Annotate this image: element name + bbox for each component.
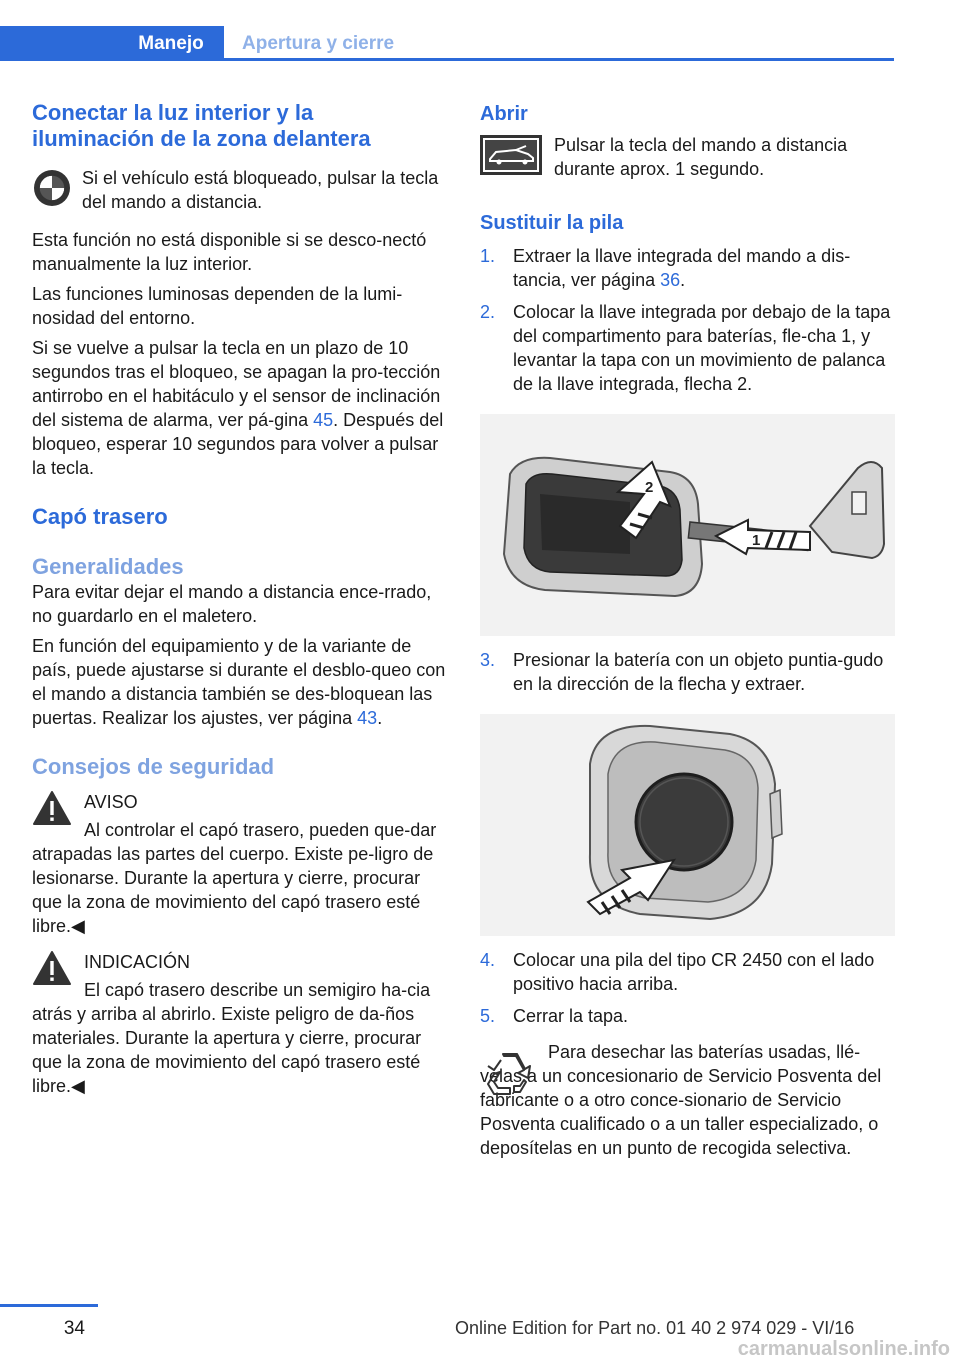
list-item bbox=[480, 948, 896, 996]
tab-apertura-y-cierre[interactable]: Apertura y cierre bbox=[224, 26, 894, 61]
step-number: 5. bbox=[480, 1006, 496, 1026]
header-accent-bar bbox=[0, 26, 118, 61]
warning-text bbox=[32, 818, 448, 938]
text: En función del equipamiento y de la variante de país, puede ajustarse si durante el desblo‐queo con el mando a distancia también se des‐bloquean las puertas. Realizar los ajustes, ver página bbox=[32, 636, 446, 728]
warning-text-content: Al controlar el capó trasero, pueden que‐dar atrapadas las partes del cuerpo. Existe pe‐ligro de lesionarse. Durante la apertura y cierre, procurar que la zona de movimiento del capó trasero esté libre.◀ bbox=[32, 820, 437, 936]
step-number: 2. bbox=[480, 302, 496, 322]
section-title-sustituir-pila: Sustituir la pila bbox=[480, 212, 624, 234]
notice-text-content: El capó trasero describe un semigiro ha‐cia atrás y arriba al abrirlo. Existe peligro de da‐ños materiales. Durante la apertura y cierre, procurar que la zona de movimiento del capó trasero esté libre.◀ bbox=[32, 980, 431, 1096]
paragraph: Esta función no está disponible si se desco‐nectó manualmente la luz interior. bbox=[32, 230, 427, 274]
paragraph: Las funciones luminosas dependen de la lumi‐nosidad del entorno. bbox=[32, 284, 403, 328]
key-instruction-text: Si el vehículo está bloqueado, pulsar la tecla del mando a distancia. bbox=[82, 168, 439, 212]
step-text: Cerrar la tapa. bbox=[513, 1006, 629, 1026]
page-number: 34 bbox=[63, 1318, 85, 1339]
step-number: 3. bbox=[480, 650, 496, 670]
subsection-title-seguridad: Consejos de seguridad bbox=[32, 754, 275, 779]
recycle-note bbox=[480, 1040, 896, 1160]
subsection-title-generalidades: Generalidades bbox=[32, 554, 184, 579]
list-item bbox=[480, 648, 896, 696]
step-number: 4. bbox=[480, 950, 496, 970]
step-text: Presionar la batería con un objeto puntia‐gudo en la dirección de la flecha y extraer. bbox=[513, 650, 884, 694]
battery-steps-list-end bbox=[480, 948, 896, 1028]
warning-block bbox=[32, 790, 448, 938]
arrow-1-label: 1 bbox=[752, 532, 761, 549]
paragraph-with-link bbox=[32, 336, 448, 480]
notice-label: INDICACIÓN bbox=[84, 952, 191, 972]
figure-remove-battery bbox=[480, 714, 895, 936]
section-title-luz-interior: Conectar la luz interior y la iluminación de la zona delantera bbox=[32, 100, 371, 151]
trunk-instruction bbox=[480, 133, 896, 185]
key-instruction bbox=[32, 166, 448, 218]
text: . bbox=[377, 708, 383, 728]
battery-steps-list bbox=[480, 244, 896, 396]
arrow-2-label: 2 bbox=[645, 479, 654, 496]
tab-manejo[interactable]: Manejo bbox=[118, 26, 224, 61]
page-header bbox=[0, 0, 960, 64]
step-text: Extraer la llave integrada del mando a dis‐tancia, ver página bbox=[513, 246, 851, 290]
paragraph: Para evitar dejar el mando a distancia ence‐rrado, no guardarlo en el maletero. bbox=[32, 582, 432, 626]
step-text: Colocar una pila del tipo CR 2450 con el lado positivo hacia arriba. bbox=[513, 950, 875, 994]
notice-text bbox=[32, 978, 448, 1098]
edition-text: Online Edition for Part no. 01 40 2 974 029 - VI/16 bbox=[455, 1318, 855, 1338]
right-column bbox=[480, 100, 896, 1160]
figure-open-battery-cover bbox=[480, 414, 895, 636]
page-link-43[interactable]: 43 bbox=[357, 708, 378, 728]
recycle-icon bbox=[484, 1048, 536, 1105]
recycle-text-content: Para desechar las baterías usadas, llé‐velas a un concesionario de Servicio Posventa del fabricante o a otro conce‐sionario de Servicio Posventa cualificado o a un taller especializado, o deposítelas en un punto de recogida selectiva. bbox=[480, 1042, 882, 1158]
footer-accent-line bbox=[0, 1304, 98, 1307]
bmw-key-icon bbox=[32, 168, 72, 213]
step-text: . bbox=[680, 270, 686, 290]
text: Si se vuelve a pulsar la tecla en un plazo de 10 segundos tras el bloqueo, se apagan la pro‐tección antirrobo en el habitáculo y el sensor de inclinación del sistema de alarma, ver pá‐gina bbox=[32, 338, 441, 430]
list-item bbox=[480, 244, 896, 292]
step-text: Colocar la llave integrada por debajo de la tapa del compartimento para baterías, fle‐cha 1, y levantar la tapa con un movimiento de palanca de la llave integrada, flecha 2. bbox=[513, 302, 891, 394]
list-item bbox=[480, 300, 896, 396]
notice-block bbox=[32, 950, 448, 1098]
list-item bbox=[480, 1004, 896, 1028]
section-title-capo-trasero: Capó trasero bbox=[32, 504, 168, 529]
page-link-36[interactable]: 36 bbox=[660, 270, 681, 290]
battery-steps-list-cont bbox=[480, 648, 896, 696]
section-title-abrir: Abrir bbox=[480, 103, 528, 125]
warning-label: AVISO bbox=[84, 792, 138, 812]
recycle-text bbox=[480, 1040, 896, 1160]
watermark: carmanualsonline.info bbox=[737, 1338, 950, 1360]
step-number: 1. bbox=[480, 246, 496, 266]
trunk-button-icon bbox=[480, 135, 542, 180]
left-column bbox=[32, 100, 448, 1098]
warning-triangle-icon bbox=[32, 950, 72, 991]
text: . Después del bloqueo, esperar 10 segundos para volver a pulsar la tecla. bbox=[32, 410, 444, 478]
paragraph-with-link bbox=[32, 634, 448, 730]
page-link-45[interactable]: 45 bbox=[313, 410, 334, 430]
trunk-instruction-text: Pulsar la tecla del mando a distancia durante aprox. 1 segundo. bbox=[554, 135, 848, 179]
warning-triangle-icon bbox=[32, 790, 72, 831]
